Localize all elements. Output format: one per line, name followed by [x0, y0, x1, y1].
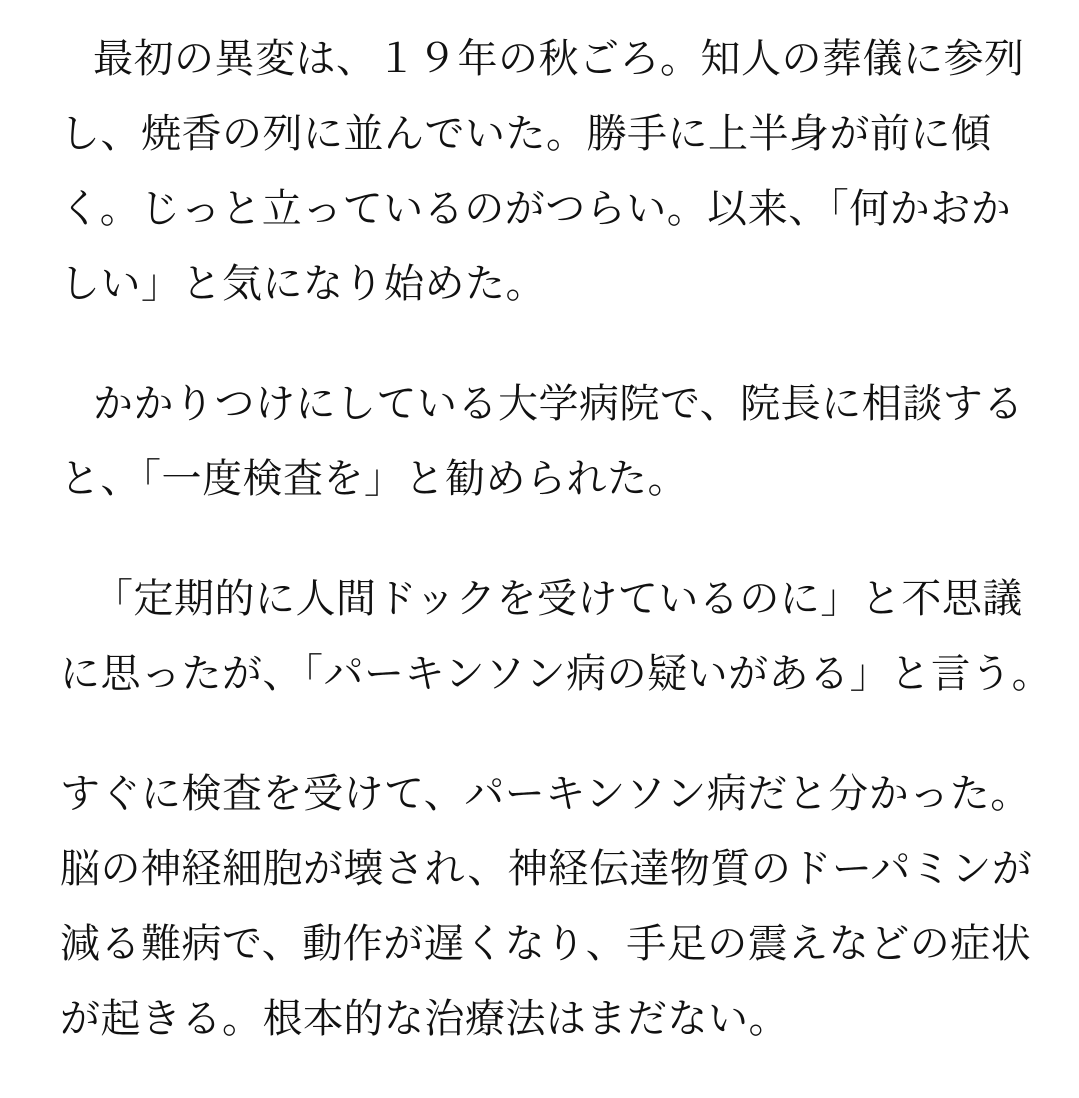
paragraph-container: [60, 22, 1053, 1057]
paragraph: [60, 22, 1031, 322]
text-line: し、焼香の列に並んでいた。勝手に上半身が前に傾: [60, 112, 992, 156]
text-line: く。じっと立っているのがつらい。以来、「何かおか: [60, 187, 1012, 231]
text-line: しい」と気になり始めた。: [60, 262, 546, 306]
text-line: 最初の異変は、１９年の秋ごろ。知人の葬儀に参列: [93, 37, 1025, 81]
paragraph: [60, 757, 1031, 1057]
paragraph: [60, 367, 1031, 517]
text-line: すぐに検査を受けて、パーキンソン病だと分かった。: [60, 772, 1031, 816]
text-line: かかりつけにしている大学病院で、院長に相談する: [93, 382, 1024, 426]
text-line: が起きる。根本的な治療法はまだない。: [60, 997, 789, 1041]
text-line: 減る難病で、動作が遅くなり、手足の震えなどの症状: [60, 922, 1032, 966]
text-line: 脳の神経細胞が壊され、神経伝達物質のドーパミンが: [60, 847, 1033, 891]
text-line: に思ったが、「パーキンソン病の疑いがある」と言う。: [60, 652, 1053, 696]
text-line: と、「一度検査を」と勧められた。: [60, 457, 688, 501]
text-line: 「定期的に人間ドックを受けているのに」と不思議: [93, 577, 1023, 621]
paragraph: [60, 562, 1053, 712]
